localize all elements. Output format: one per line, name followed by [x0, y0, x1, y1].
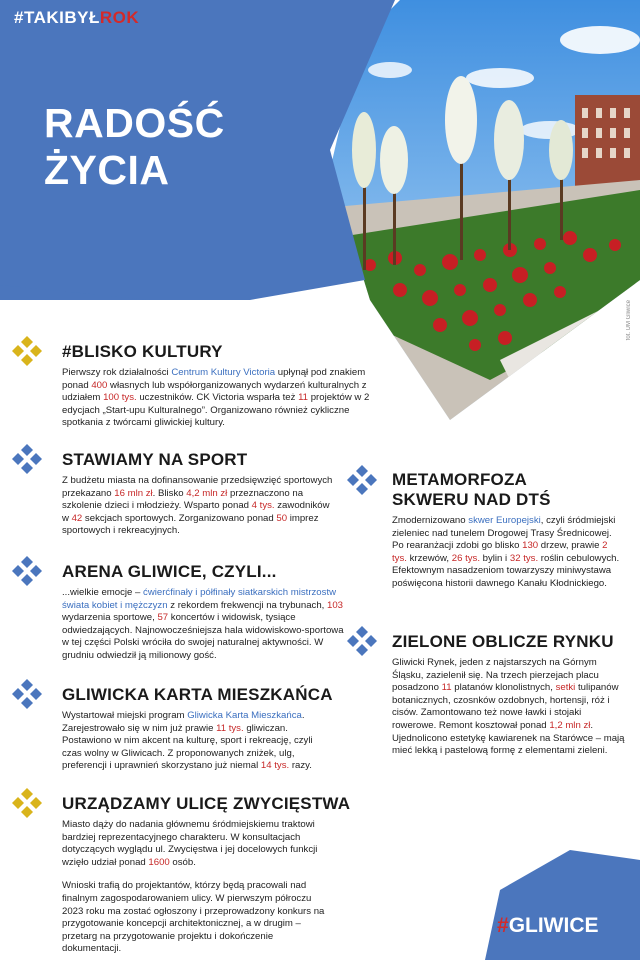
highlight-number: 4 tys. — [251, 500, 275, 512]
footer-hash: # — [497, 914, 509, 937]
text-fragment: osób. — [169, 856, 196, 868]
text-fragment: . Blisko — [152, 487, 187, 499]
footer-hexagon-shape — [460, 850, 640, 960]
text-fragment: krzewów, — [406, 552, 452, 564]
section-title: GLIWICKA KARTA MIESZKAŃCA — [62, 685, 333, 704]
highlight-number: 50 — [276, 512, 288, 524]
highlight-link: Gliwicka Karta Mieszkańca — [187, 710, 302, 721]
header-hashtag — [14, 8, 139, 28]
section-text — [392, 515, 624, 591]
text-fragment: zawodników w — [62, 500, 330, 524]
text-fragment: własnych lub współorganizowanych wydarzeń kulturalnych z udziałem — [62, 379, 367, 404]
highlight-link: ćwierćfinały i półfinały siatkarskich mistrzostw świata kobiet i mężczyzn — [62, 587, 337, 611]
header-hash: # — [14, 8, 24, 27]
title-line2: ŻYCIA — [44, 147, 170, 193]
text-fragment: Zmodernizowano — [392, 515, 469, 526]
title-line: SKWERU NAD DTŚ — [392, 490, 551, 509]
text-fragment: imprez sportowych i rekreacyjnych. — [62, 512, 319, 537]
highlight-link: skwer Europejski — [468, 515, 541, 526]
section-sport — [62, 450, 342, 538]
section-ulica — [62, 794, 392, 956]
photo-credit: fot. UM Gliwice — [626, 300, 632, 341]
text-fragment: platanów klonolistnych, — [451, 682, 556, 694]
section-text — [62, 710, 320, 773]
diamond-cluster-blue-icon — [10, 677, 44, 711]
section-text — [62, 367, 392, 430]
section-karta — [62, 685, 352, 773]
section-title — [392, 470, 628, 510]
text-fragment: sekcjach sportowych. Zorganizowano ponad — [82, 512, 277, 524]
highlight-number: 11 tys. — [216, 722, 244, 734]
highlight-number: 14 tys. — [260, 760, 290, 772]
text-fragment: Gliwicki Rynek, jeden z najstarszych na Górnym Śląsku, zazielenił się. Na trzech pierzejach placu posadzono — [392, 657, 599, 694]
highlight-number: 4,2 mln zł — [186, 487, 228, 499]
text-fragment: z rekordem frekwencji na trybunach, — [167, 599, 328, 611]
highlight-number: 100 tys. — [103, 392, 137, 404]
text-fragment: bylin i — [480, 552, 510, 564]
diamond-cluster-gold-icon — [10, 786, 44, 820]
text-fragment: razy. — [289, 760, 312, 772]
highlight-number: 103 — [327, 599, 344, 611]
highlight-number: 32 tys. — [509, 552, 539, 564]
diamond-cluster-blue-icon — [345, 463, 379, 497]
text-fragment: Z budżetu miasta na dofinansowanie przedsięwzięć sportowych przekazano — [62, 475, 333, 499]
text-fragment: uczestników. CK Victoria wsparła też — [136, 392, 299, 404]
diamond-cluster-blue-icon — [345, 624, 379, 658]
section-title: #BLISKO KULTURY — [62, 342, 223, 361]
highlight-number: 11 — [298, 392, 309, 404]
text-fragment: , czyli śródmiejski zieleniec nad tunelem Drogowej Trasy Średnicowej. Po rearanżacji zdobi go blisko — [392, 515, 616, 552]
header-part1: TAKI — [23, 8, 65, 27]
text-fragment: roślin cebulowych. Efektownym nasadzeniom towarzyszy miniwystawa poświęcona historii dawnego Kanału Kłodnickiego. — [392, 552, 620, 589]
highlight-number: setki — [555, 682, 576, 694]
page-title — [44, 100, 225, 194]
section-text — [392, 657, 626, 758]
diamond-cluster-blue-icon — [10, 554, 44, 588]
section-title: URZĄDZAMY ULICĘ ZWYCIĘSTWA — [62, 794, 351, 813]
header-part3: ROK — [99, 8, 140, 27]
highlight-number: 1,2 mln zł — [549, 719, 591, 731]
text-fragment: gliwiczan. Postawiono w nim akcent na kulturę, sport i rekreację, czyli czas wolny w Gliwicach. Z proponowanych zniżek, ulg, preferencji i uprawnień skorzystano już niemal — [62, 722, 313, 772]
section-skwer — [392, 470, 628, 591]
section-title: STAWIAMY NA SPORT — [62, 450, 248, 469]
text-fragment: . Ujednolicono estetykę kawiarenek na Starówce – mają mieć lekką i pastelową formę z elementami zieleni. — [392, 719, 625, 757]
text-fragment: Miasto dąży do nadania głównemu śródmiejskiemu traktowi bardziej reprezentacyjnego charakteru. W konsultacjach dotyczących wyglądu ul. Zwycięstwa i jej docelowych funkcji wzięło udział ponad — [62, 819, 318, 868]
text-fragment: wydarzenia sportowe, — [62, 612, 158, 624]
header-part2: BYŁ — [64, 8, 100, 27]
text-fragment: projektów w 2 edycjach „Start-upu Kulturalnego”. Organizowano również cykliczne spotkania z twórcami gliwickiej kultury. — [62, 392, 370, 429]
text-fragment: ...wielkie emocje – — [62, 587, 144, 598]
diamond-cluster-gold-icon — [10, 334, 44, 368]
footer-hashtag — [497, 914, 599, 938]
text-fragment: Wystartował miejski program — [62, 710, 188, 721]
highlight-number: 400 — [91, 379, 108, 391]
section-text — [62, 475, 334, 538]
highlight-number: 16 mln zł — [114, 487, 153, 499]
text-fragment: upłynął pod znakiem ponad — [62, 367, 366, 391]
diamond-cluster-blue-icon — [10, 442, 44, 476]
text-fragment: drzew, prawie — [538, 540, 603, 552]
title-line: METAMORFOZA — [392, 470, 528, 489]
highlight-number: 11 — [441, 682, 452, 694]
section-text — [62, 587, 344, 663]
highlight-number: 1600 — [148, 856, 170, 868]
highlight-number: 42 — [71, 512, 83, 524]
highlight-number: 130 — [522, 540, 539, 552]
section-blisko-kultury — [62, 342, 622, 430]
text-fragment: tulipanów botanicznych, czosnków ozdobnych, hortensji, róż i cisów. Zamontowano też nowe ławki i stojaki rowerowe. Remont kosztował ponad — [392, 682, 619, 731]
section-text — [62, 819, 332, 869]
highlight-number: 2 tys. — [392, 540, 608, 564]
section-rynek — [392, 632, 628, 758]
footer-city: GLIWICE — [508, 914, 599, 937]
highlight-link: Centrum Kultury Victoria — [171, 367, 276, 378]
text-fragment: przeznaczono na szkolenie dzieci i młodzieży. Wsparto ponad — [62, 487, 304, 512]
section-title: ZIELONE OBLICZE RYNKU — [392, 632, 614, 651]
highlight-number: 26 tys. — [451, 552, 480, 564]
section-title: ARENA GLIWICE, CZYLI... — [62, 562, 277, 581]
title-line1: RADOŚĆ — [44, 100, 225, 146]
text-fragment: koncertów i widowisk, tysiące odwiedzających. Najnowocześniejsza hala widowiskowo-sportowa w tej części Polski wróciła do swojej naturalnej aktywności. W grudniu odwiedził ją milionowy gość. — [62, 612, 344, 661]
text-fragment: . Zarejestrowało się w nim już prawie — [62, 710, 305, 734]
section-text-2: Wnioski trafią do projektantów, którzy będą pracowali nad finalnym zagospodarowaniem ulicy. W pierwszym półroczu 2023 roku ma zostać ogłoszony i przeprowadzony konkurs na przygotowanie koncepcji architektonicznej, a w drugim – przetarg na przygotowanie projektu i dokończenie dokumentacji. — [62, 880, 325, 955]
section-arena — [62, 562, 352, 663]
text-fragment: Pierwszy rok działalności — [62, 367, 172, 378]
highlight-number: 57 — [157, 612, 169, 624]
